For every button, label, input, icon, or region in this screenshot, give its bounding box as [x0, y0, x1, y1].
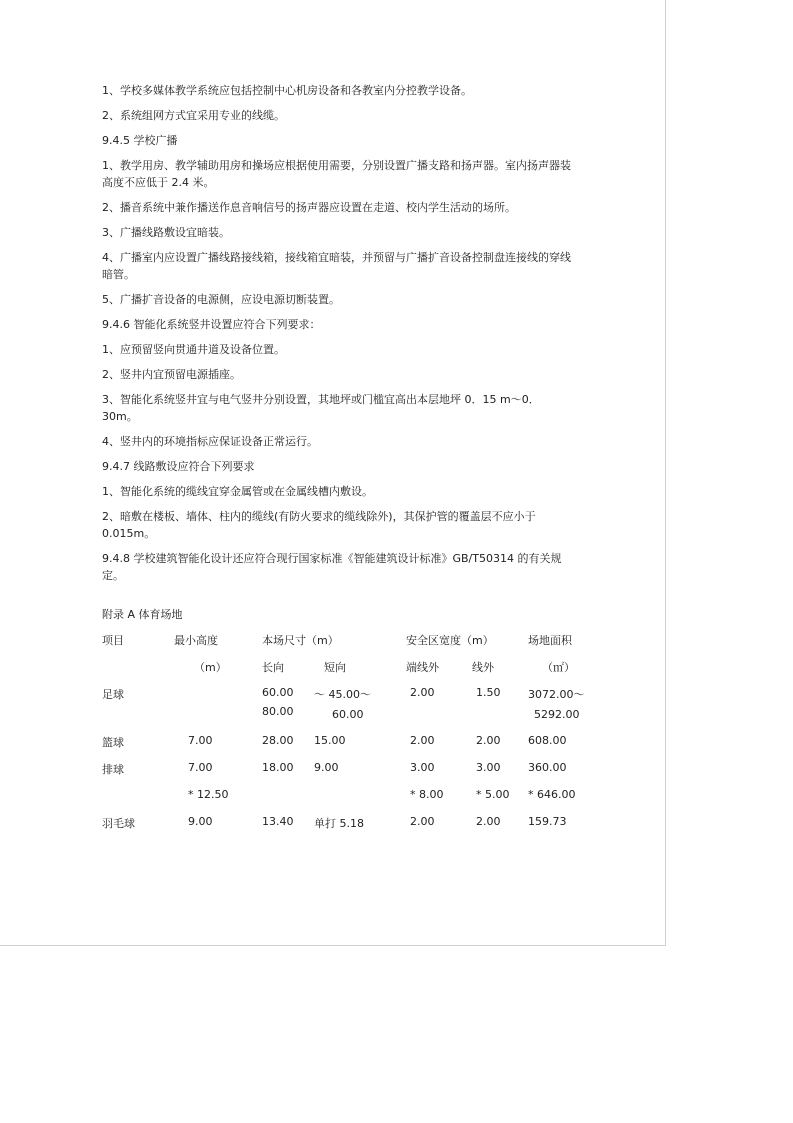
cell-safety-end: 3.00: [410, 761, 435, 774]
cell-min-height: 9.00: [188, 815, 213, 828]
table-row: [102, 788, 612, 815]
appendix-title: 附录 A 体育场地: [102, 608, 183, 621]
cell-safety-side: 3.00: [476, 761, 501, 774]
cell-safety-end: 2.00: [410, 815, 435, 828]
header-min-height-label: 最小高度: [174, 634, 218, 647]
paragraph: 1、教学用房、教学辅助用房和操场应根据使用需要，分别设置广播支路和扬声器。室内扬声器装高度不应低于 2.4 米。: [102, 159, 571, 189]
cell-long: 13.40: [262, 815, 294, 828]
cell-long-continued: 80.00: [262, 705, 294, 718]
header-safety-end: 端线外: [406, 661, 439, 674]
cell-short: ～ 45.00～: [314, 688, 371, 701]
paragraph: 5、广播扩音设备的电源侧，应设电源切断装置。: [102, 293, 340, 306]
table-header-row: [102, 632, 612, 659]
table-row: [102, 734, 612, 761]
header-size: 本场尺寸（m）: [262, 634, 339, 647]
cell-item: 羽毛球: [102, 817, 135, 830]
cell-safety-side: 2.00: [476, 815, 501, 828]
cell-safety-side: 2.00: [476, 734, 501, 747]
header-size-long: 长向: [262, 661, 284, 674]
cell-short: 9.00: [314, 761, 339, 774]
header-safety: 安全区宽度（m）: [406, 634, 494, 647]
table-row: [102, 815, 612, 842]
section-heading: 9.4.5 学校广播: [102, 134, 178, 147]
paragraph: 3、智能化系统竖井宜与电气竖井分别设置，其地坪或门槛宜高出本层地坪 0．15 m～0．30m。: [102, 393, 540, 423]
paragraph: 2、播音系统中兼作播送作息音响信号的扬声器应设置在走道、校内学生活动的场所。: [102, 201, 516, 214]
paragraph: 1、智能化系统的缆线宜穿金属管或在金属线槽内敷设。: [102, 485, 373, 498]
paragraph: 1、应预留竖向贯通井道及设备位置。: [102, 343, 285, 356]
cell-item: 排球: [102, 763, 124, 776]
header-min-height: [174, 632, 262, 659]
cell-min-height: * 12.50: [188, 788, 229, 801]
paragraph: 3、广播线路敷设宜暗装。: [102, 226, 230, 239]
cell-safety-side: 1.50: [476, 686, 501, 699]
header-min-height-unit: （m）: [194, 661, 227, 674]
header-item: 项目: [102, 634, 124, 647]
cell-item: 篮球: [102, 736, 124, 749]
cell-long: 60.00: [262, 686, 294, 699]
cell-long: 18.00: [262, 761, 294, 774]
table-row: [102, 761, 612, 788]
header-area-unit: （㎡）: [542, 661, 575, 674]
paragraph: 4、广播室内应设置广播线路接线箱，接线箱宜暗装，并预留与广播扩音设备控制盘连接线的穿线暗管。: [102, 251, 571, 281]
cell-area: 3072.00～: [528, 688, 585, 701]
header-safety-side: 线外: [472, 661, 494, 674]
paragraph: 2、暗敷在楼板、墙体、柱内的缆线(有防火要求的缆线除外)，其保护管的覆盖层不应小于 0.015m。: [102, 510, 536, 540]
cell-item: 足球: [102, 688, 124, 701]
cell-min-height: 7.00: [188, 761, 213, 774]
cell-long: 28.00: [262, 734, 294, 747]
cell-safety-end: 2.00: [410, 686, 435, 699]
header-size-short: 短向: [324, 661, 346, 674]
cell-min-height: 7.00: [188, 734, 213, 747]
table-row: [102, 686, 612, 734]
cell-area: 159.73: [528, 815, 567, 828]
cell-area: 360.00: [528, 761, 567, 774]
paragraph: 9.4.8 学校建筑智能化设计还应符合现行国家标准《智能建筑设计标准》GB/T50314 的有关规定。: [102, 552, 562, 582]
section-heading: 9.4.6 智能化系统竖井设置应符合下列要求：: [102, 318, 321, 331]
sports-venue-table: [102, 632, 612, 842]
cell-short: 单打 5.18: [314, 817, 364, 830]
paragraph: 1、学校多媒体教学系统应包括控制中心机房设备和各教室内分控教学设备。: [102, 84, 472, 97]
cell-area: 608.00: [528, 734, 567, 747]
document-body: [102, 82, 572, 592]
cell-area: * 646.00: [528, 788, 576, 801]
cell-safety-end: 2.00: [410, 734, 435, 747]
cell-safety-end: * 8.00: [410, 788, 444, 801]
paragraph: 2、系统组网方式宜采用专业的线缆。: [102, 109, 285, 122]
paragraph: 4、竖井内的环境指标应保证设备正常运行。: [102, 435, 318, 448]
table-subheader-row: [102, 659, 612, 686]
section-heading: 9.4.7 线路敷设应符合下列要求: [102, 460, 255, 473]
cell-short: 15.00: [314, 734, 346, 747]
cell-safety-side: * 5.00: [476, 788, 510, 801]
header-area: 场地面积: [528, 634, 572, 647]
cell-short-continued: 60.00: [332, 708, 364, 721]
cell-area-continued: 5292.00: [534, 708, 580, 721]
paragraph: 2、竖井内宜预留电源插座。: [102, 368, 241, 381]
